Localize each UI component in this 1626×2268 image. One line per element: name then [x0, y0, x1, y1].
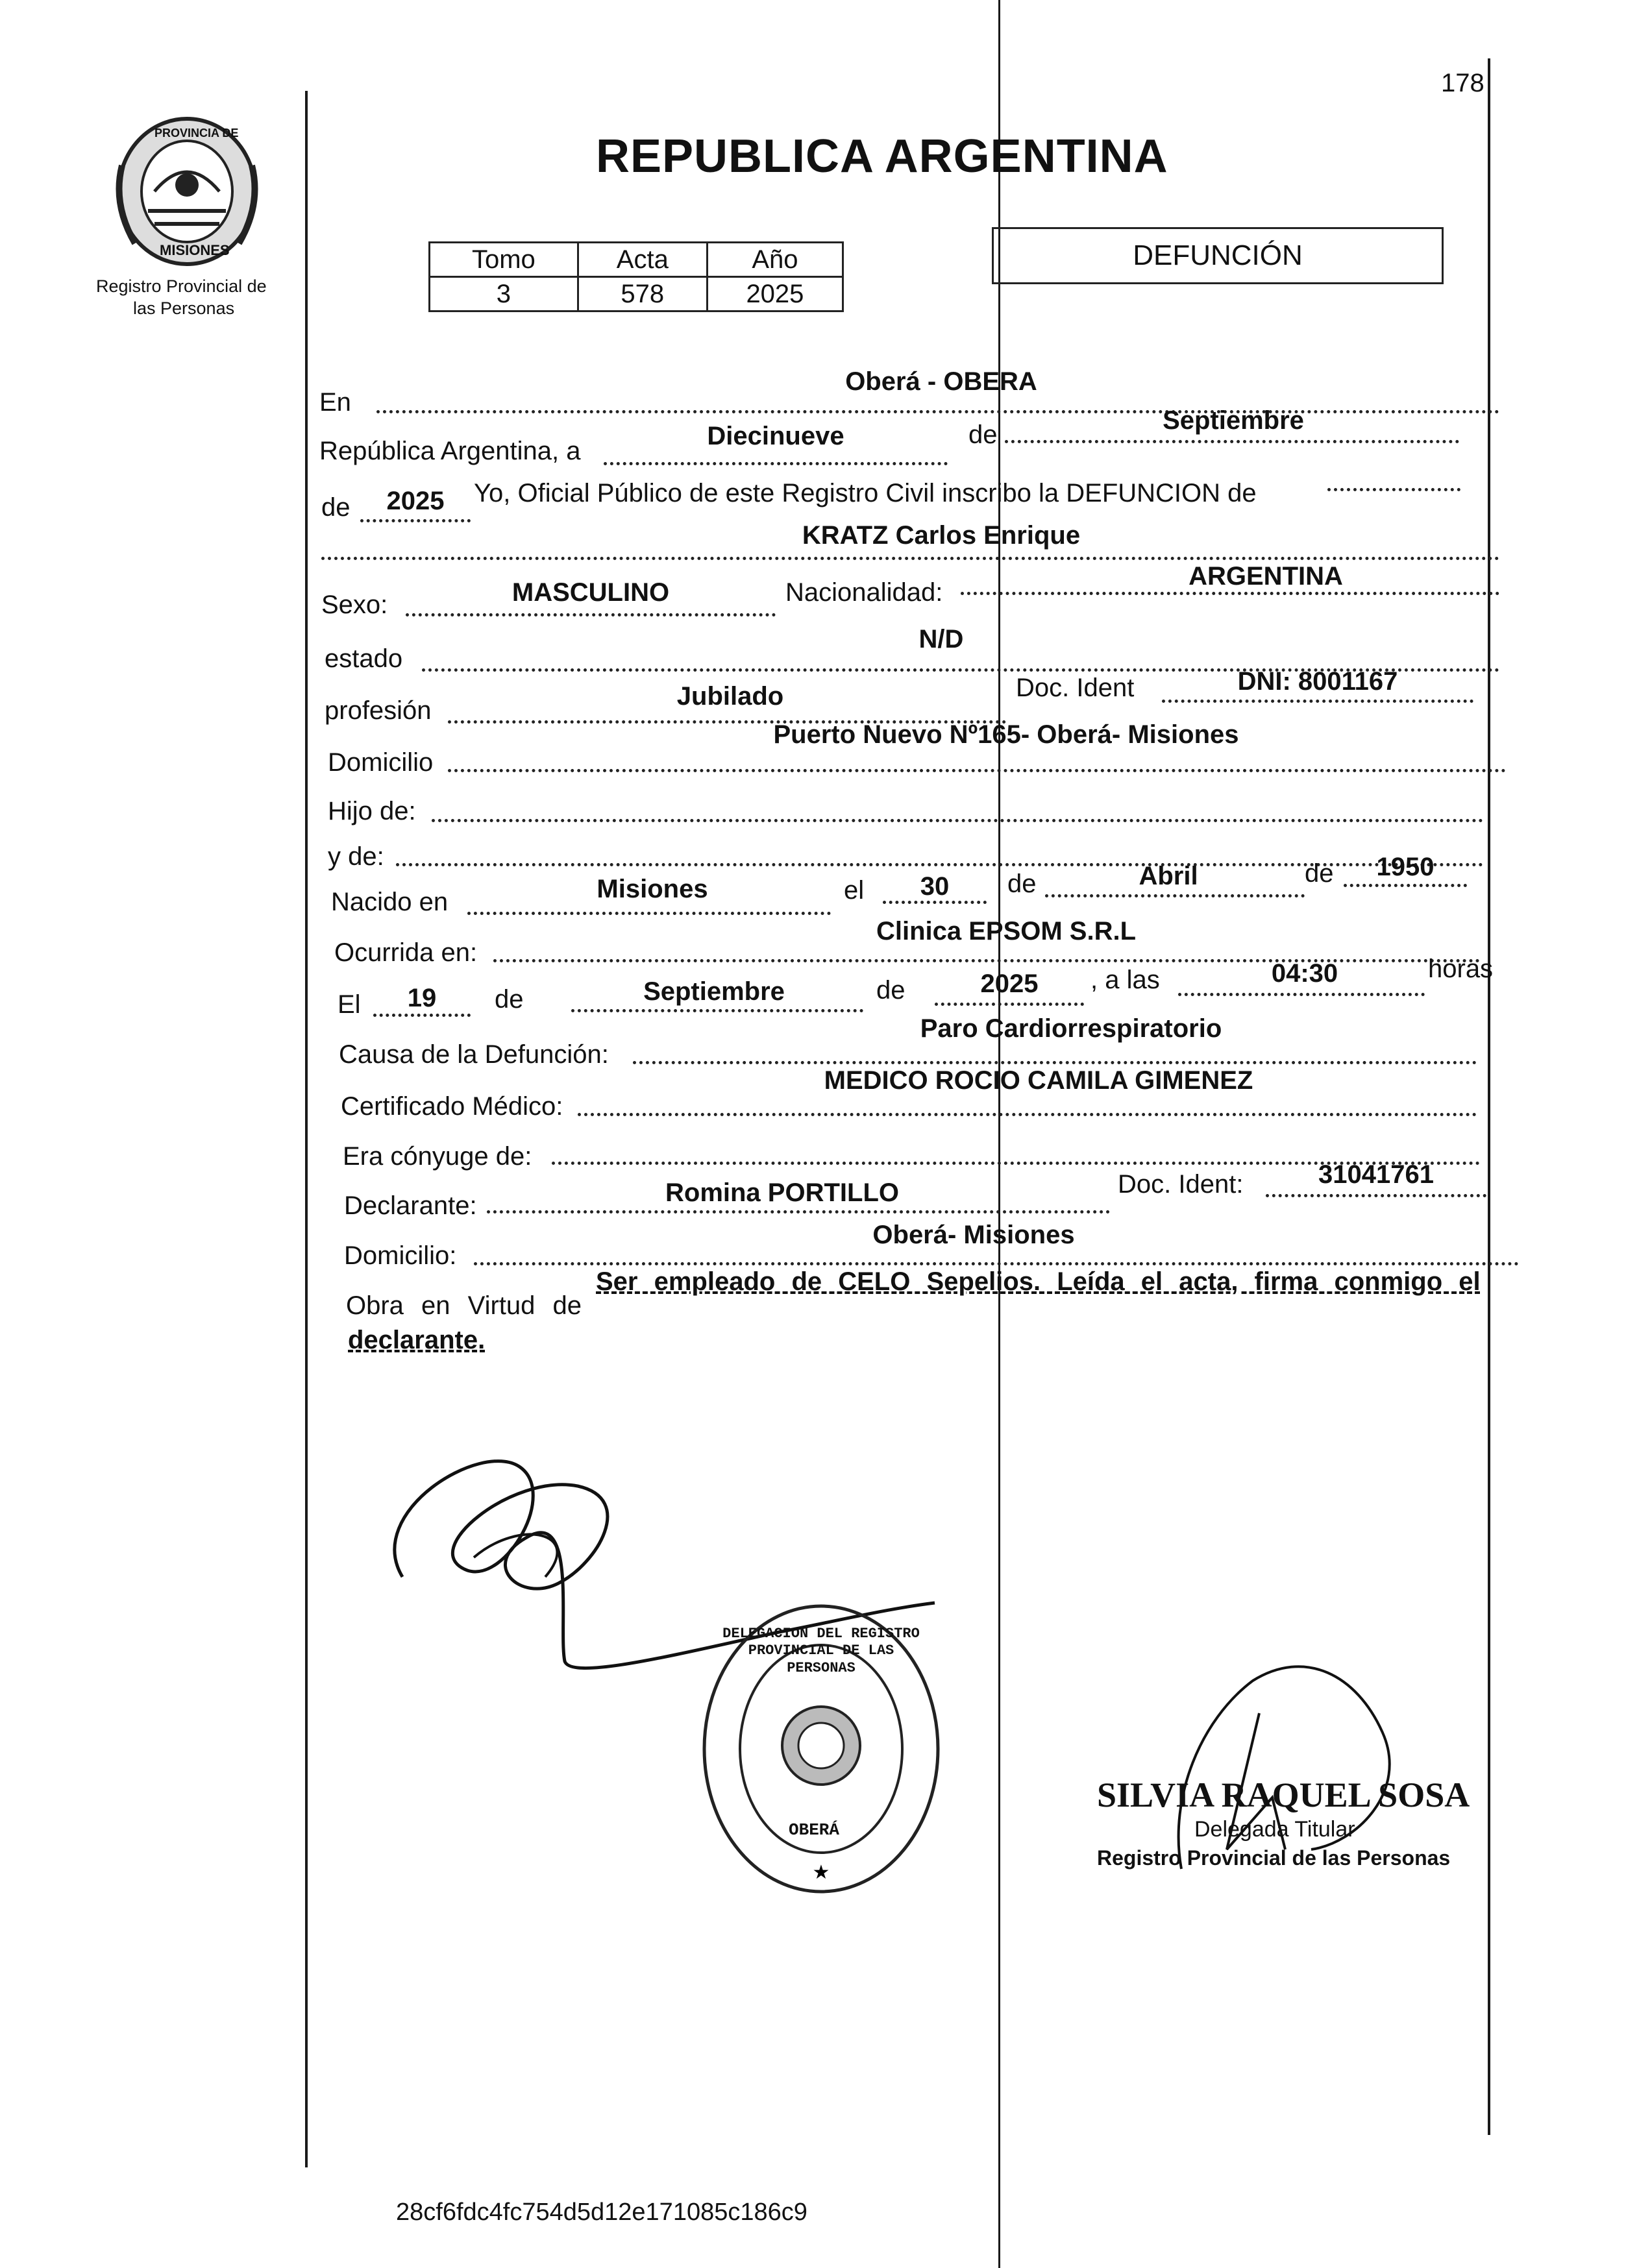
dots-death-day: [373, 1014, 471, 1017]
field-day-words: Diecinueve: [707, 422, 844, 450]
field-nationality: ARGENTINA: [1189, 562, 1343, 591]
dots-declarant-document: [1266, 1194, 1486, 1197]
official-institution: Registro Provincial de las Personas: [1097, 1846, 1451, 1870]
label-declarante: Declarante:: [344, 1191, 477, 1220]
label-certificado: Certificado Médico:: [341, 1092, 563, 1121]
label-ocurrida-en: Ocurrida en:: [334, 938, 478, 967]
svg-text:★: ★: [812, 1862, 830, 1883]
field-death-time: 04:30: [1271, 959, 1338, 988]
label-domicilio: Domicilio: [328, 748, 434, 777]
record-value-tomo: 3: [430, 277, 578, 311]
label-estado: estado: [325, 644, 403, 673]
left-margin-line: [305, 91, 308, 2167]
dots-address: [448, 769, 1506, 772]
label-el: el: [844, 876, 865, 905]
record-type-label: DEFUNCIÓN: [1133, 239, 1303, 271]
label-de-6: de: [876, 976, 905, 1005]
provincial-seal-logo: [109, 114, 265, 269]
label-de-5: de: [495, 985, 524, 1014]
field-document: DNI: 8001167: [1237, 667, 1398, 696]
dots-sex: [406, 613, 776, 616]
document-hash: 28cf6fdc4fc754d5d12e171085c186c9: [396, 2199, 807, 2226]
label-de-3: de: [1007, 870, 1037, 898]
record-header-acta: Acta: [578, 243, 707, 277]
label-y-de: y de:: [328, 842, 384, 871]
dots-son-of: [432, 819, 1483, 822]
label-sexo: Sexo:: [321, 591, 388, 619]
dots-deceased-name: [321, 557, 1499, 560]
field-birth-place: Misiones: [597, 875, 708, 903]
registry-name-line1: Registro Provincial de: [96, 276, 267, 296]
official-name: SILVIA RAQUEL SOSA: [1097, 1775, 1470, 1814]
dots-yo-oficial: [1327, 488, 1460, 491]
field-occurred-at: Clinica EPSOM S.R.L: [876, 917, 1137, 945]
label-domicilio-declarant: Domicilio:: [344, 1241, 457, 1270]
field-address: Puerto Nuevo Nº165- Oberá- Misiones: [773, 720, 1239, 749]
field-place: Oberá - OBERA: [845, 367, 1037, 396]
field-death-day: 19: [407, 984, 437, 1012]
seal-top-text: PROVINCIA DE: [154, 127, 239, 140]
dots-death-year: [935, 1003, 1084, 1006]
dots-death-time: [1178, 993, 1425, 996]
field-civil-status: N/D: [918, 625, 964, 653]
label-de-2: de: [321, 493, 351, 522]
label-nacionalidad: Nacionalidad:: [785, 578, 943, 607]
record-header-ano: Año: [707, 243, 843, 277]
right-margin-line: [1488, 58, 1490, 2135]
field-sex: MASCULINO: [511, 578, 670, 607]
dots-birth-day: [883, 901, 987, 904]
label-en: En: [319, 388, 351, 417]
dots-nationality: [961, 592, 1499, 595]
dots-cause: [633, 1061, 1477, 1064]
label-causa: Causa de la Defunción:: [339, 1040, 609, 1069]
dots-month: [1005, 440, 1459, 443]
record-value-ano: 2025: [707, 277, 843, 311]
field-declarant: Romina PORTILLO: [665, 1178, 899, 1207]
field-declarant-document: 31041761: [1318, 1160, 1434, 1189]
dots-medical-certificate: [578, 1113, 1477, 1116]
label-republica: República Argentina, a: [319, 437, 581, 465]
page-title: REPUBLICA ARGENTINA: [596, 130, 1168, 182]
label-de-4: de: [1305, 859, 1334, 888]
record-value-acta: 578: [578, 277, 707, 311]
dots-declarant-address: [474, 1262, 1519, 1265]
label-doc-ident: Doc. Ident: [1016, 674, 1135, 702]
official-stamp: [698, 1600, 944, 1898]
page-number: 178: [1441, 69, 1484, 97]
registry-name-line2: las Personas: [133, 299, 235, 318]
official-role: Delegada Titular: [1194, 1817, 1355, 1842]
field-medical-certificate: MEDICO ROCIO CAMILA GIMENEZ: [824, 1066, 1253, 1095]
stamp-ring-text: DELEGACION DEL REGISTRO PROVINCIAL DE LAS PERSONAS: [722, 1626, 920, 1676]
label-a-las: , a las: [1090, 966, 1160, 994]
dots-birth-month: [1045, 894, 1305, 897]
field-birth-day: 30: [920, 872, 950, 901]
record-header-tomo: Tomo: [430, 243, 578, 277]
field-birth-year: 1950: [1376, 853, 1435, 881]
field-virtue-line2: declarante.: [348, 1326, 486, 1354]
field-birth-month: Abril: [1139, 862, 1198, 890]
field-death-month: Septiembre: [643, 977, 785, 1006]
label-de-1: de: [968, 421, 998, 449]
dots-year: [360, 519, 471, 522]
label-yo-oficial: Yo, Oficial Público de este Registro Civil inscribo la DEFUNCION de: [474, 479, 1257, 507]
label-obra-en-virtud: Obra en Virtud de: [346, 1291, 582, 1320]
field-profession: Jubilado: [676, 682, 784, 711]
label-horas: horas: [1428, 955, 1494, 983]
label-conyuge: Era cónyuge de:: [343, 1142, 532, 1171]
label-hijo-de: Hijo de:: [328, 797, 416, 825]
label-el-cap: El: [338, 990, 361, 1019]
field-deceased-name: KRATZ Carlos Enrique: [802, 521, 1081, 550]
stamp-bottom-text: OBERÁ: [789, 1820, 840, 1840]
dots-birth-year: [1344, 884, 1467, 887]
label-doc-ident-declarant: Doc. Ident:: [1118, 1170, 1244, 1199]
dots-birth-place: [467, 912, 831, 915]
field-cause: Paro Cardiorrespiratorio: [920, 1014, 1222, 1043]
dots-document: [1162, 700, 1473, 703]
field-death-year: 2025: [980, 969, 1039, 998]
seal-bottom-text: MISIONES: [160, 242, 230, 258]
label-profesion: profesión: [325, 696, 432, 725]
dots-death-month: [571, 1009, 863, 1012]
field-year: 2025: [386, 487, 445, 515]
field-virtue-line1: Ser empleado de CELO Sepelios. Leída el acta, firma conmigo el: [596, 1267, 1481, 1296]
field-declarant-address: Oberá- Misiones: [872, 1221, 1075, 1249]
dots-day-words: [604, 462, 948, 465]
record-table: [428, 241, 844, 312]
center-fold-line: [998, 0, 1000, 2268]
record-type-box: [992, 227, 1444, 284]
label-nacido-en: Nacido en: [331, 888, 449, 916]
dots-declarant: [487, 1210, 1110, 1213]
field-month: Septiembre: [1163, 406, 1304, 435]
